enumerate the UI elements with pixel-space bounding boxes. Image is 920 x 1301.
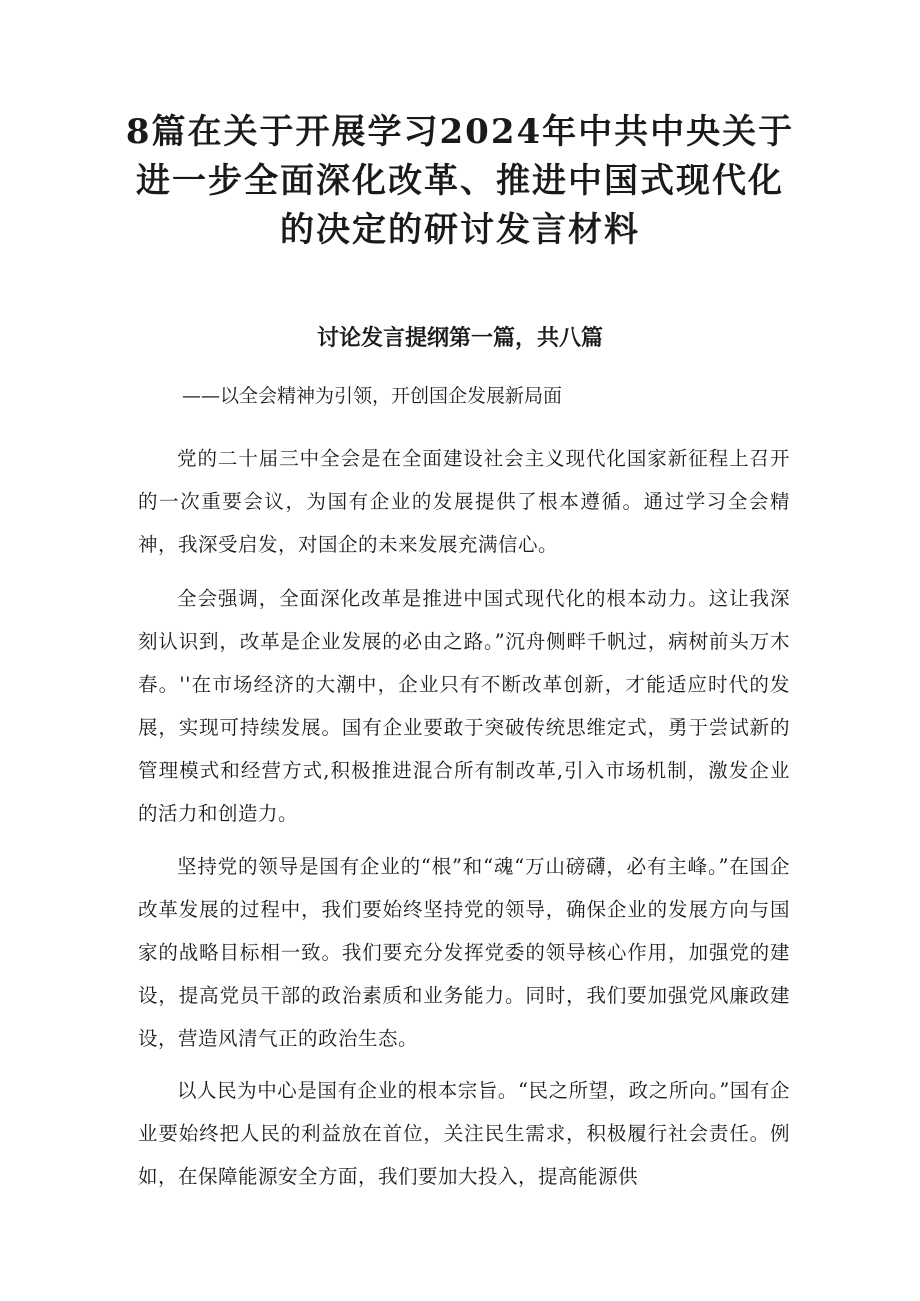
section-heading: 讨论发言提纲第一篇，共八篇 <box>316 326 603 351</box>
body-paragraph: 坚持党的领导是国有企业的“根”和“魂“万山磅礴，必有主峰。”在国企改革发展的过程中，我们要始终坚持党的领导，确保企业的发展方向与国家的战略目标相一致。我们要充分发挥党委的领导核心作用，加强党的建设，提高党员干部的政治素质和业务能力。同时，我们要加强党风廉政建设，营造风清气正的政治生态。 <box>138 855 790 1050</box>
body-paragraph: 以人民为中心是国有企业的根本宗旨。“民之所望，政之所向。”国有企业要始终把人民的利益放在首位，关注民生需求，积极履行社会责任。例如，在保障能源安全方面，我们要加大投入，提高能源供 <box>138 1079 790 1188</box>
document-title <box>100 108 820 255</box>
title-line-1: 8篇在关于开展学习2024年中共中央关于 <box>125 112 795 152</box>
section-subtitle: ——以全会精神为引领，开创国企发展新局面 <box>182 385 563 407</box>
title-line-2: 进一步全面深化改革、推进中国式现代化 <box>136 161 784 201</box>
body-paragraph: 全会强调，全面深化改革是推进中国式现代化的根本动力。这让我深刻认识到，改革是企业发展的必由之路。”沉舟侧畔千帆过，病树前头万木春。''在市场经济的大潮中，企业只有不断改革创新，才能适应时代的发展，实现可持续发展。国有企业要敢于突破传统思维定式，勇于尝试新的管理模式和经营方式,积极推进混合所有制改革,引入市场机制，激发企业的活力和创造力。 <box>138 587 790 825</box>
body-paragraph: 党的二十届三中全会是在全面建设社会主义现代化国家新征程上召开的一次重要会议，为国有企业的发展提供了根本遵循。通过学习全会精神，我深受启发，对国企的未来发展充满信心。 <box>138 447 790 556</box>
title-line-3: 的决定的研讨发言材料 <box>280 210 640 250</box>
